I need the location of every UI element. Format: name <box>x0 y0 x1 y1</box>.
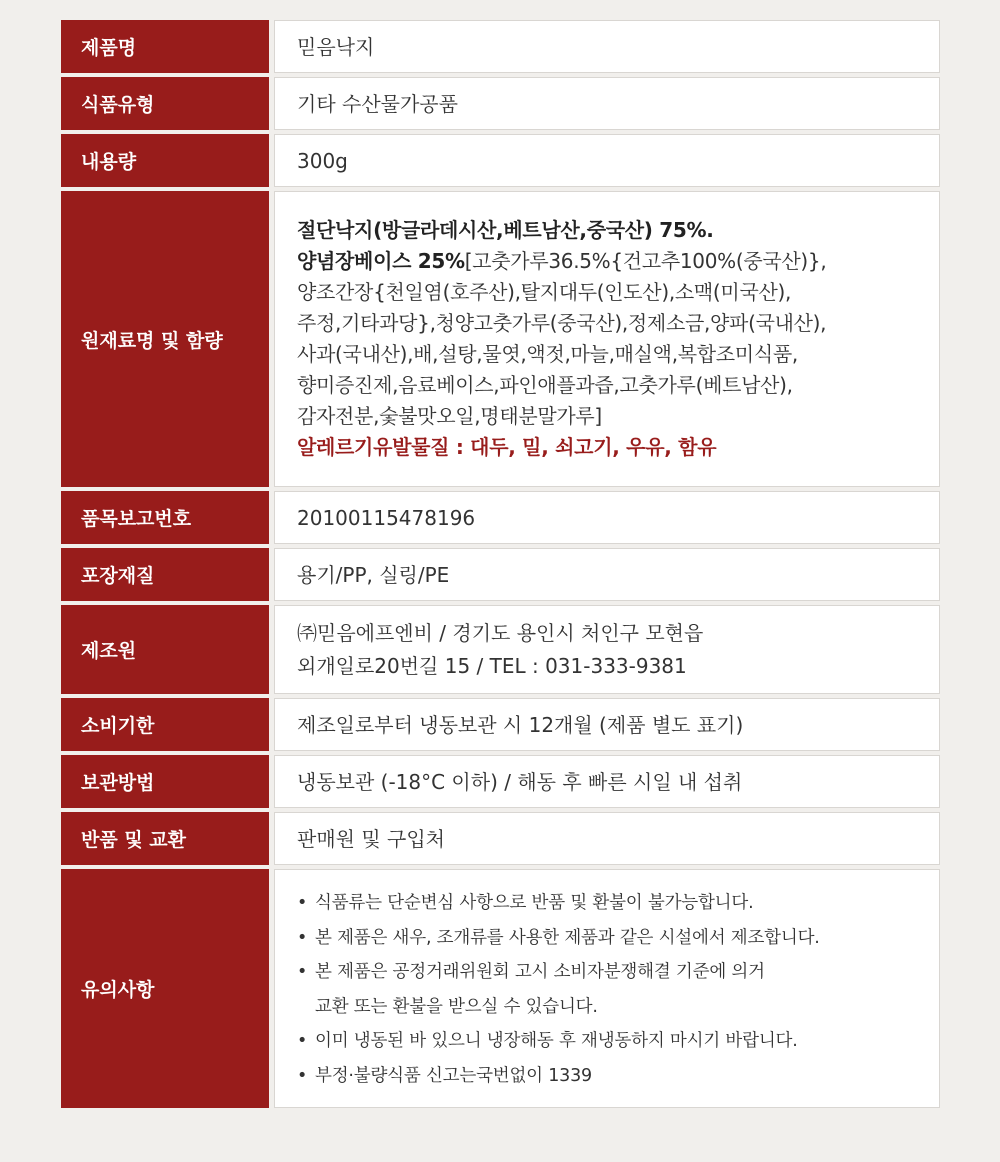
value-report-no: 20100115478196 <box>274 491 940 544</box>
ingredients-line-4: 주정,기타과당},청양고춧가루(중국산),정제소금,양파(국내산), <box>297 311 827 335</box>
label-product-name: 제품명 <box>61 20 269 73</box>
label-manufacturer: 제조원 <box>61 605 269 694</box>
ingredients-line-6: 향미증진제,음료베이스,파인애플과즙,고춧가루(베트남산), <box>297 373 793 397</box>
value-returns: 판매원 및 구입처 <box>274 812 940 865</box>
value-expiry: 제조일로부터 냉동보관 시 12개월 (제품 별도 표기) <box>274 698 940 751</box>
row-volume <box>61 134 940 187</box>
product-info-table <box>61 20 940 1112</box>
bullet-icon: • <box>297 1031 308 1051</box>
row-expiry <box>61 698 940 751</box>
bullet-icon: • <box>297 927 308 948</box>
ingredients-line-3: 양조간장{천일염(호주산),탈지대두(인도산),소맥(미국산), <box>297 280 792 304</box>
label-notes: 유의사항 <box>61 869 269 1108</box>
ingredients-line-5: 사과(국내산),배,설탕,물엿,액젓,마늘,매실액,복합조미식품, <box>297 342 798 366</box>
value-food-type: 기타 수산물가공품 <box>274 77 940 130</box>
label-packaging: 포장재질 <box>61 548 269 601</box>
row-notes <box>61 869 940 1108</box>
label-returns: 반품 및 교환 <box>61 812 269 865</box>
label-report-no: 품목보고번호 <box>61 491 269 544</box>
value-manufacturer <box>274 605 940 694</box>
row-storage <box>61 755 940 808</box>
bullet-icon: • <box>297 1065 308 1086</box>
row-manufacturer <box>61 605 940 694</box>
ingredients-sauce-detail: [고춧가루36.5%{건고추100%(중국산)}, <box>464 249 827 273</box>
allergy-info: 알레르기유발물질 : 대두, 밀, 쇠고기, 우유, 함유 <box>297 435 717 459</box>
ingredients-line-1: 절단낙지(방글라데시산,베트남산,중국산) 75%. <box>297 218 714 242</box>
bullet-icon: • <box>297 893 308 913</box>
label-ingredients: 원재료명 및 함량 <box>61 191 269 487</box>
note-text-continued: 교환 또는 환불을 받으실 수 있습니다. <box>315 996 598 1017</box>
row-ingredients <box>61 191 940 487</box>
bullet-icon: • <box>297 962 308 982</box>
row-returns <box>61 812 940 865</box>
manufacturer-line-1: ㈜믿음에프엔비 / 경기도 용인시 처인구 모현읍 <box>297 620 704 645</box>
note-text: 본 제품은 공정거래위원회 고시 소비자분쟁해결 기준에 의거 <box>315 962 765 982</box>
note-text: 본 제품은 새우, 조개류를 사용한 제품과 같은 시설에서 제조합니다. <box>315 927 820 948</box>
value-ingredients <box>274 191 940 487</box>
note-item <box>297 1059 939 1094</box>
value-notes <box>274 869 940 1108</box>
label-storage: 보관방법 <box>61 755 269 808</box>
note-item <box>297 921 939 956</box>
ingredients-line-7: 감자전분,숯불맛오일,명태분말가루] <box>297 404 602 428</box>
label-volume: 내용량 <box>61 134 269 187</box>
note-text: 부정·불량식품 신고는국번없이 1339 <box>315 1065 592 1086</box>
value-volume: 300g <box>274 134 940 187</box>
note-text: 식품류는 단순변심 사항으로 반품 및 환불이 불가능합니다. <box>315 893 754 913</box>
value-packaging: 용기/PP, 실링/PE <box>274 548 940 601</box>
ingredients-line-2 <box>297 246 939 277</box>
label-expiry: 소비기한 <box>61 698 269 751</box>
value-product-name: 믿음낙지 <box>274 20 940 73</box>
row-report-no <box>61 491 940 544</box>
row-product-name <box>61 20 940 73</box>
manufacturer-line-2: 외개일로20번길 15 / TEL : 031-333-9381 <box>297 653 687 678</box>
note-item <box>297 1024 939 1059</box>
label-food-type: 식품유형 <box>61 77 269 130</box>
note-item <box>297 886 939 921</box>
value-storage: 냉동보관 (-18°C 이하) / 해동 후 빠른 시일 내 섭취 <box>274 755 940 808</box>
row-food-type <box>61 77 940 130</box>
ingredients-sauce-base: 양념장베이스 25% <box>297 249 465 273</box>
note-item <box>297 955 939 1024</box>
row-packaging <box>61 548 940 601</box>
note-text: 이미 냉동된 바 있으니 냉장해동 후 재냉동하지 마시기 바랍니다. <box>315 1031 798 1051</box>
